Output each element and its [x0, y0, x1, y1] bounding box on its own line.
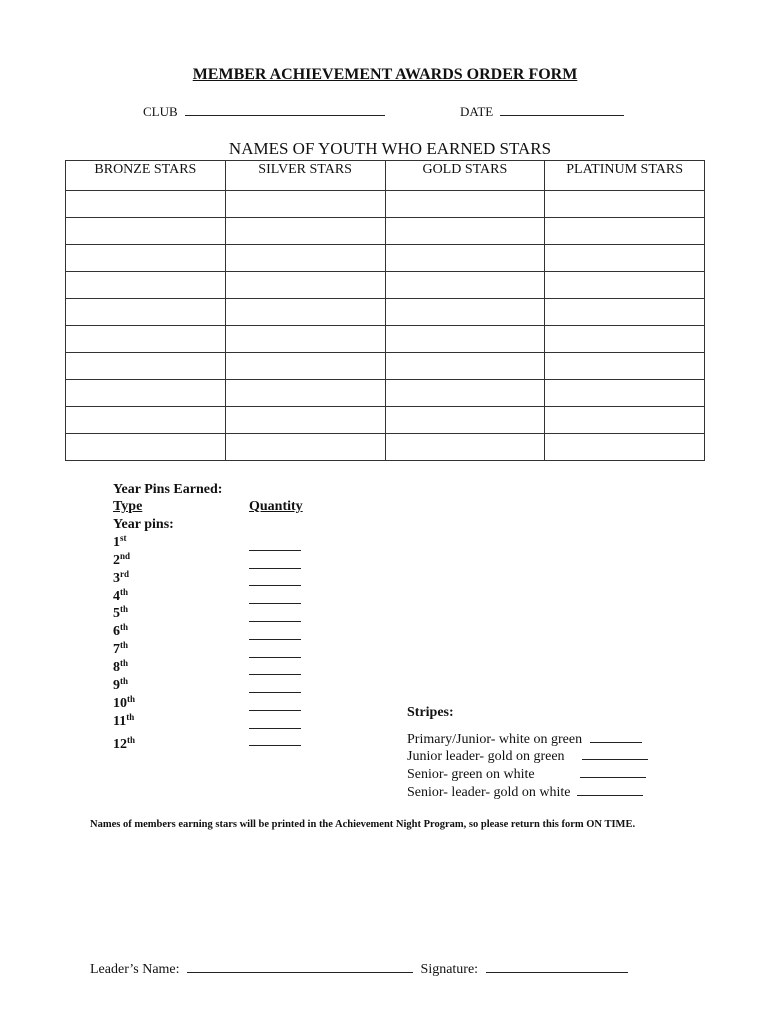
- star-name-cell[interactable]: [66, 434, 226, 461]
- leader-name-label: Leader’s Name:: [90, 962, 180, 977]
- stripe-item[interactable]: [407, 783, 643, 801]
- quantity-blank[interactable]: [249, 744, 301, 746]
- stripe-item[interactable]: [407, 765, 646, 783]
- year-pin-number: 5: [113, 606, 120, 621]
- year-pin-label: [113, 658, 128, 676]
- stars-row: [66, 191, 705, 218]
- quantity-blank[interactable]: [249, 620, 301, 622]
- type-label: Type: [113, 499, 143, 514]
- year-pin-label: [113, 694, 135, 712]
- date-label: DATE: [460, 104, 494, 119]
- signature-blank[interactable]: [486, 960, 628, 973]
- star-name-cell[interactable]: [545, 407, 705, 434]
- year-pin-number: 2: [113, 553, 120, 568]
- year-pin-label: [113, 569, 129, 587]
- year-pin-suffix: th: [120, 622, 129, 632]
- stripe-label: Junior leader- gold on green: [407, 749, 565, 764]
- bronze-stars-header: BRONZE STARS: [66, 161, 226, 191]
- star-name-cell[interactable]: [385, 245, 545, 272]
- stripe-blank[interactable]: [577, 783, 643, 796]
- year-pin-number: 7: [113, 642, 120, 657]
- star-name-cell[interactable]: [385, 353, 545, 380]
- year-pin-label: [113, 735, 135, 753]
- year-pin-suffix: nd: [120, 551, 131, 561]
- quantity-blank[interactable]: [249, 638, 301, 640]
- year-pin-label: [113, 587, 128, 605]
- star-name-cell[interactable]: [66, 245, 226, 272]
- star-name-cell[interactable]: [225, 326, 385, 353]
- star-name-cell[interactable]: [66, 272, 226, 299]
- gold-stars-header: GOLD STARS: [385, 161, 545, 191]
- stripe-blank[interactable]: [590, 730, 642, 743]
- star-name-cell[interactable]: [225, 434, 385, 461]
- date-blank[interactable]: [500, 103, 624, 116]
- signature-label: Signature:: [420, 962, 479, 977]
- stars-table: [65, 160, 705, 461]
- year-pins-heading: Year Pins Earned:: [113, 482, 223, 497]
- quantity-blank[interactable]: [249, 691, 301, 693]
- stars-heading: NAMES OF YOUTH WHO EARNED STARS: [228, 139, 552, 158]
- club-label: CLUB: [143, 104, 178, 119]
- year-pin-suffix: th: [120, 676, 129, 686]
- star-name-cell[interactable]: [225, 191, 385, 218]
- star-name-cell[interactable]: [225, 272, 385, 299]
- year-pin-suffix: st: [120, 533, 127, 543]
- year-pin-number: 6: [113, 624, 120, 639]
- stars-row: [66, 272, 705, 299]
- year-pin-label: [113, 712, 134, 730]
- year-pin-suffix: th: [120, 640, 129, 650]
- year-pin-number: 1: [113, 535, 120, 550]
- star-name-cell[interactable]: [66, 407, 226, 434]
- star-name-cell[interactable]: [225, 299, 385, 326]
- year-pin-label: [113, 622, 128, 640]
- year-pin-number: 10: [113, 696, 127, 711]
- year-pin-suffix: th: [127, 735, 136, 745]
- year-pin-number: 8: [113, 660, 120, 675]
- year-pin-number: 11: [113, 714, 127, 729]
- star-name-cell[interactable]: [545, 245, 705, 272]
- quantity-blank[interactable]: [249, 584, 301, 586]
- footer-signatures: [90, 960, 628, 978]
- star-name-cell[interactable]: [66, 380, 226, 407]
- star-name-cell[interactable]: [225, 218, 385, 245]
- star-name-cell[interactable]: [385, 299, 545, 326]
- star-name-cell[interactable]: [385, 191, 545, 218]
- year-pin-suffix: th: [127, 694, 136, 704]
- year-pin-suffix: rd: [120, 569, 129, 579]
- quantity-blank[interactable]: [249, 567, 301, 569]
- star-name-cell[interactable]: [545, 353, 705, 380]
- stars-row: [66, 299, 705, 326]
- star-name-cell[interactable]: [225, 407, 385, 434]
- star-name-cell[interactable]: [385, 272, 545, 299]
- star-name-cell[interactable]: [385, 380, 545, 407]
- stripe-item[interactable]: [407, 747, 648, 765]
- star-name-cell[interactable]: [545, 326, 705, 353]
- year-pin-label: [113, 533, 127, 551]
- year-pin-label: [113, 640, 128, 658]
- silver-stars-header: SILVER STARS: [225, 161, 385, 191]
- stars-header-row: [66, 161, 705, 191]
- form-title: MEMBER ACHIEVEMENT AWARDS ORDER FORM: [192, 66, 578, 83]
- year-pin-label: [113, 551, 130, 569]
- star-name-cell[interactable]: [66, 353, 226, 380]
- stripe-label: Primary/Junior- white on green: [407, 732, 583, 747]
- star-name-cell[interactable]: [545, 272, 705, 299]
- quantity-blank[interactable]: [249, 549, 301, 551]
- year-pins-label: Year pins:: [113, 517, 174, 532]
- year-pin-suffix: th: [126, 712, 135, 722]
- quantity-blank[interactable]: [249, 656, 301, 658]
- stars-row: [66, 380, 705, 407]
- stripes-heading: Stripes:: [407, 705, 454, 720]
- star-name-cell[interactable]: [66, 218, 226, 245]
- stripe-label: Senior- green on white: [407, 767, 535, 782]
- platinum-stars-header: PLATINUM STARS: [545, 161, 705, 191]
- date-field[interactable]: [460, 103, 624, 120]
- star-name-cell[interactable]: [66, 326, 226, 353]
- stripe-blank[interactable]: [580, 765, 646, 778]
- quantity-blank[interactable]: [249, 602, 301, 604]
- year-pin-suffix: th: [120, 604, 129, 614]
- star-name-cell[interactable]: [225, 245, 385, 272]
- star-name-cell[interactable]: [545, 299, 705, 326]
- stars-row: [66, 407, 705, 434]
- club-blank[interactable]: [185, 103, 385, 116]
- leader-name-blank[interactable]: [187, 960, 413, 973]
- stars-row: [66, 434, 705, 461]
- quantity-blank[interactable]: [249, 673, 301, 675]
- stripe-label: Senior- leader- gold on white: [407, 785, 571, 800]
- star-name-cell[interactable]: [385, 218, 545, 245]
- return-note: Names of members earning stars will be printed in the Achievement Night Program, so please return this form ON TIME.: [90, 819, 636, 830]
- star-name-cell[interactable]: [66, 191, 226, 218]
- stars-row: [66, 326, 705, 353]
- star-name-cell[interactable]: [545, 218, 705, 245]
- stars-row: [66, 218, 705, 245]
- quantity-label: Quantity: [249, 499, 303, 514]
- stripe-item[interactable]: [407, 730, 642, 748]
- club-field[interactable]: [143, 103, 385, 120]
- star-name-cell[interactable]: [225, 353, 385, 380]
- star-name-cell[interactable]: [385, 434, 545, 461]
- star-name-cell[interactable]: [66, 299, 226, 326]
- stars-row: [66, 353, 705, 380]
- stripe-blank[interactable]: [582, 747, 648, 760]
- quantity-blank[interactable]: [249, 727, 301, 729]
- year-pin-number: 12: [113, 737, 127, 752]
- star-name-cell[interactable]: [225, 380, 385, 407]
- stars-row: [66, 245, 705, 272]
- year-pin-label: [113, 676, 128, 694]
- year-pin-label: [113, 604, 128, 622]
- star-name-cell[interactable]: [385, 407, 545, 434]
- year-pin-number: 9: [113, 678, 120, 693]
- star-name-cell[interactable]: [385, 326, 545, 353]
- star-name-cell[interactable]: [545, 434, 705, 461]
- star-name-cell[interactable]: [545, 380, 705, 407]
- star-name-cell[interactable]: [545, 191, 705, 218]
- year-pin-number: 3: [113, 571, 120, 586]
- year-pin-suffix: th: [120, 658, 129, 668]
- year-pin-suffix: th: [120, 587, 129, 597]
- year-pin-number: 4: [113, 589, 120, 604]
- quantity-blank[interactable]: [249, 709, 301, 711]
